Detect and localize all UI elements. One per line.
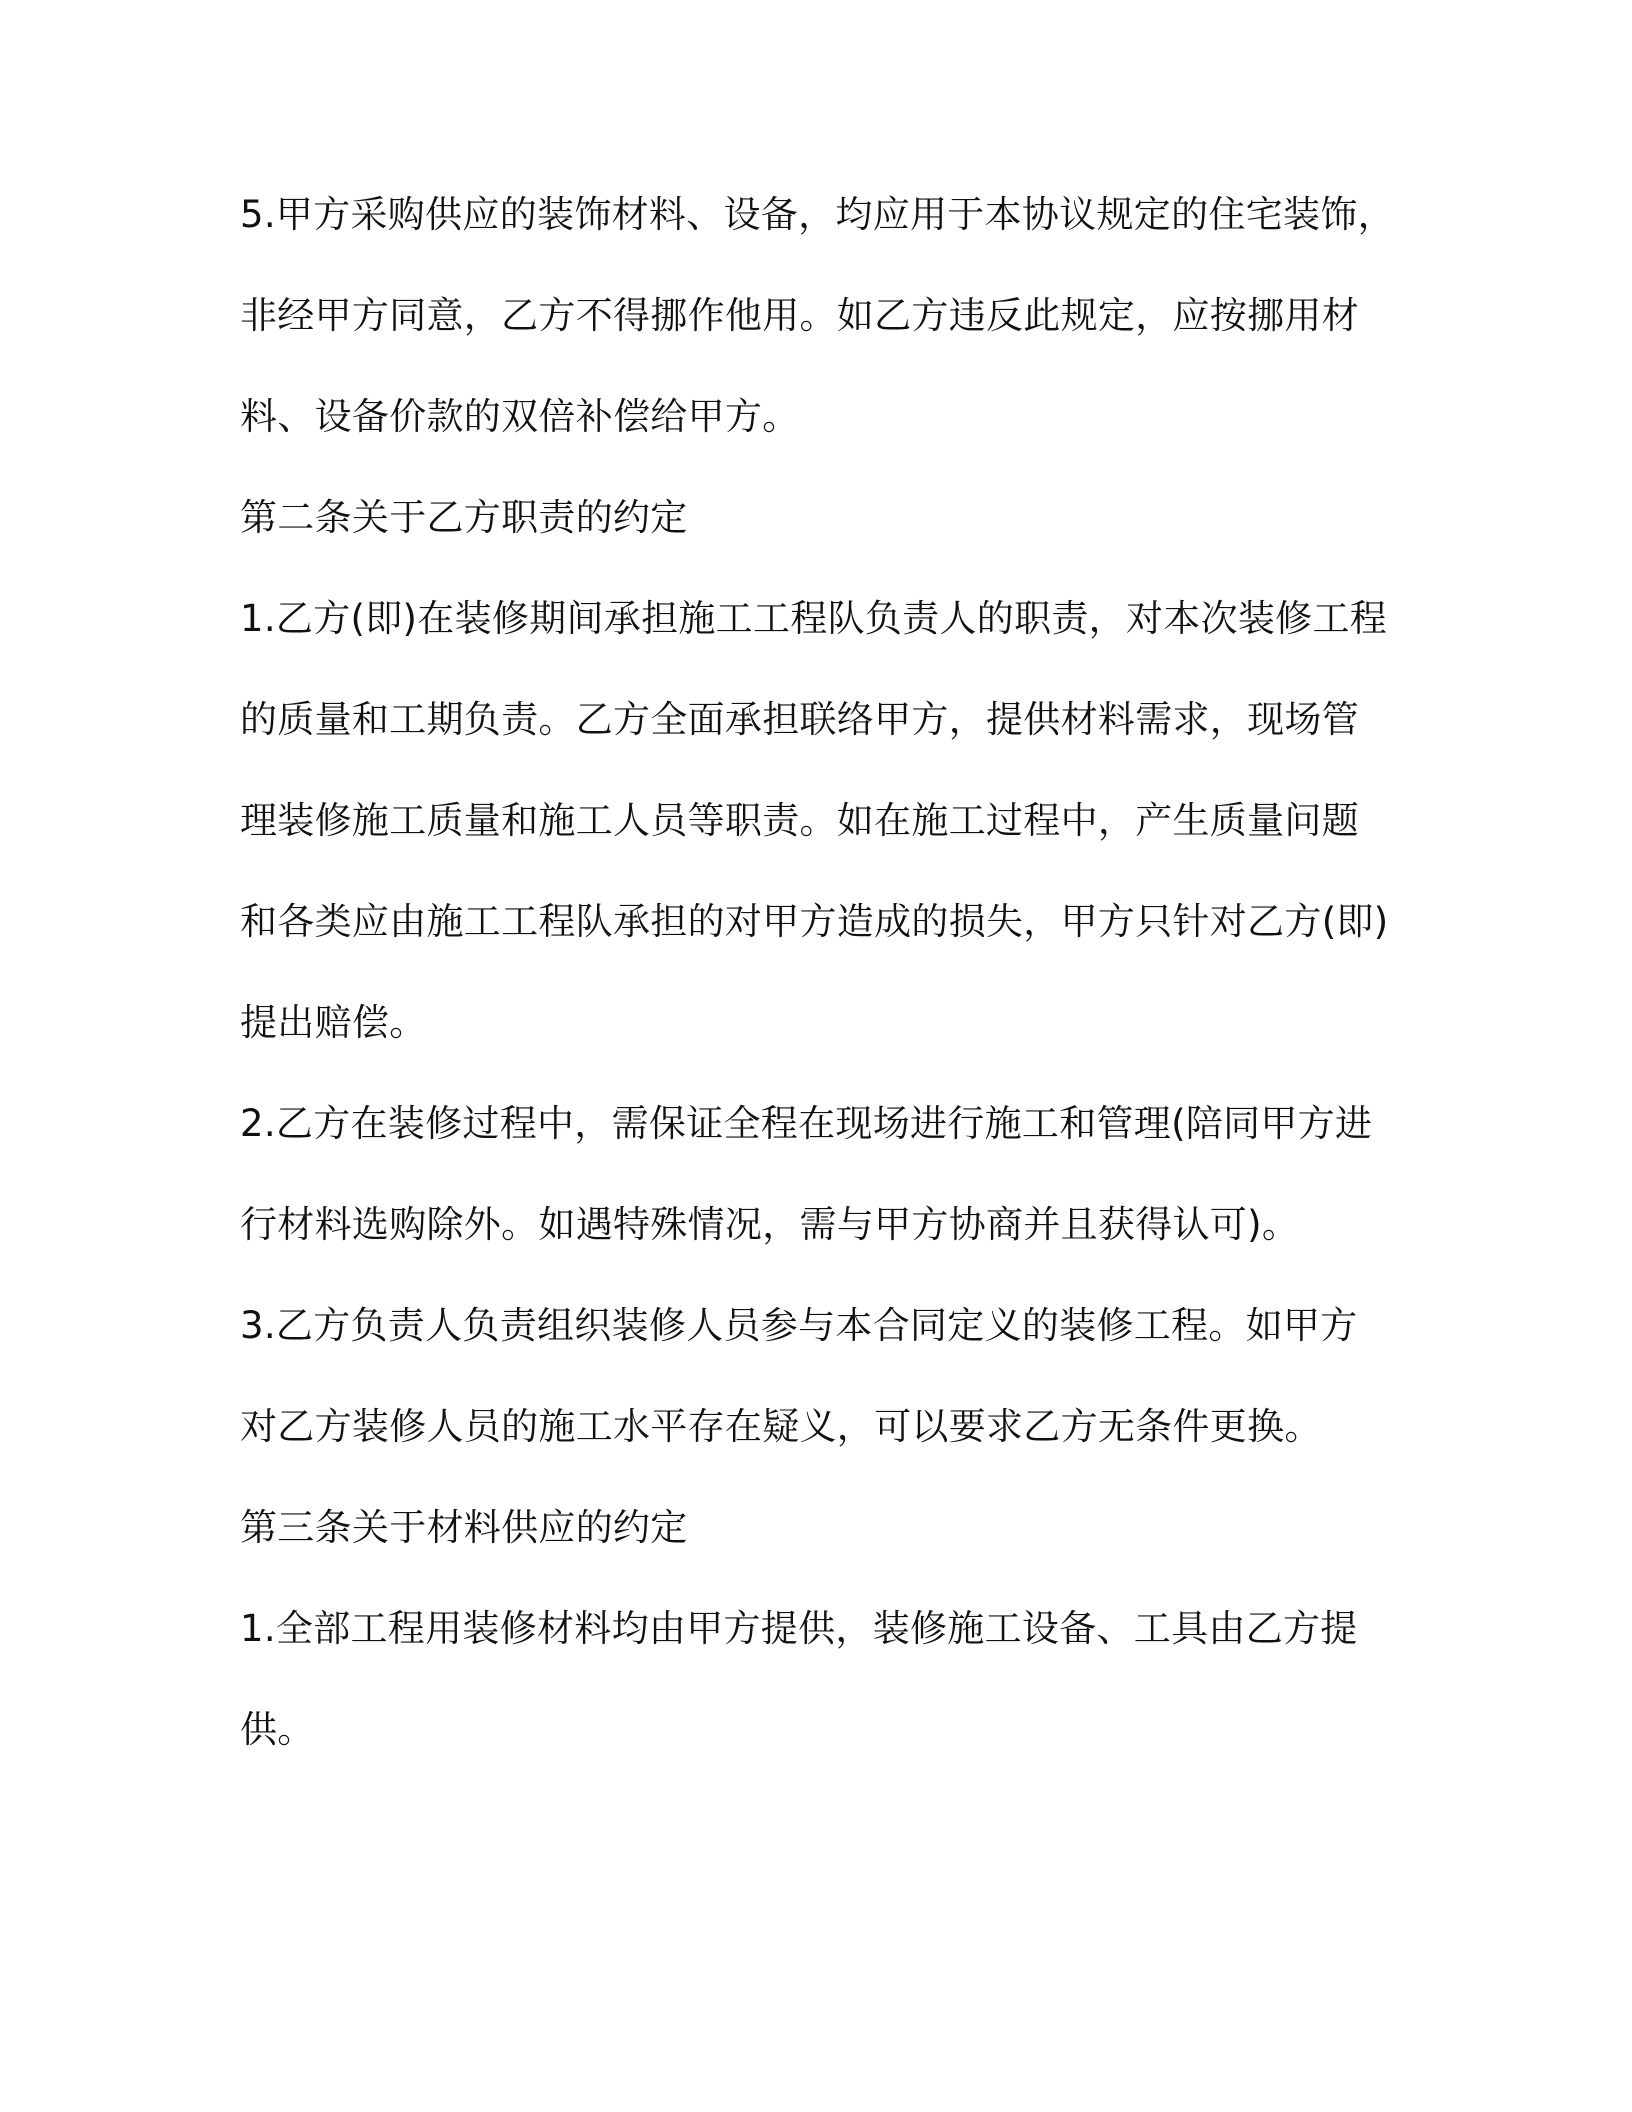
- document-body: [240, 190, 1395, 1806]
- text-line: 3.乙方负责人负责组织装修人员参与本合同定义的装修工程。如甲方: [240, 1304, 1358, 1347]
- text-line: 5.甲方采购供应的装饰材料、设备，均应用于本协议规定的住宅装饰，: [240, 193, 1395, 236]
- text-line: 1.乙方(即)在装修期间承担施工工程队负责人的职责，对本次装修工程: [240, 597, 1388, 640]
- text-line: 提出赔偿。: [240, 1001, 427, 1044]
- text-line: 料、设备价款的双倍补偿给甲方。: [240, 395, 800, 438]
- section-heading: 第三条关于材料供应的约定: [240, 1506, 688, 1549]
- section-heading: 第二条关于乙方职责的约定: [240, 496, 688, 539]
- text-line: 1.全部工程用装修材料均由甲方提供，装修施工设备、工具由乙方提: [240, 1607, 1358, 1650]
- text-line: 的质量和工期负责。乙方全面承担联络甲方，提供材料需求，现场管: [240, 698, 1359, 741]
- text-line: 行材料选购除外。如遇特殊情况，需与甲方协商并且获得认可)。: [240, 1203, 1300, 1246]
- text-line: 供。: [240, 1708, 315, 1751]
- text-line: 非经甲方同意，乙方不得挪作他用。如乙方违反此规定，应按挪用材: [240, 294, 1359, 337]
- text-line: 理装修施工质量和施工人员等职责。如在施工过程中，产生质量问题: [240, 799, 1359, 842]
- text-line: 2.乙方在装修过程中，需保证全程在现场进行施工和管理(陪同甲方进: [240, 1102, 1373, 1145]
- text-line: 对乙方装修人员的施工水平存在疑义，可以要求乙方无条件更换。: [240, 1405, 1322, 1448]
- text-line: 和各类应由施工工程队承担的对甲方造成的损失，甲方只针对乙方(即): [240, 900, 1389, 943]
